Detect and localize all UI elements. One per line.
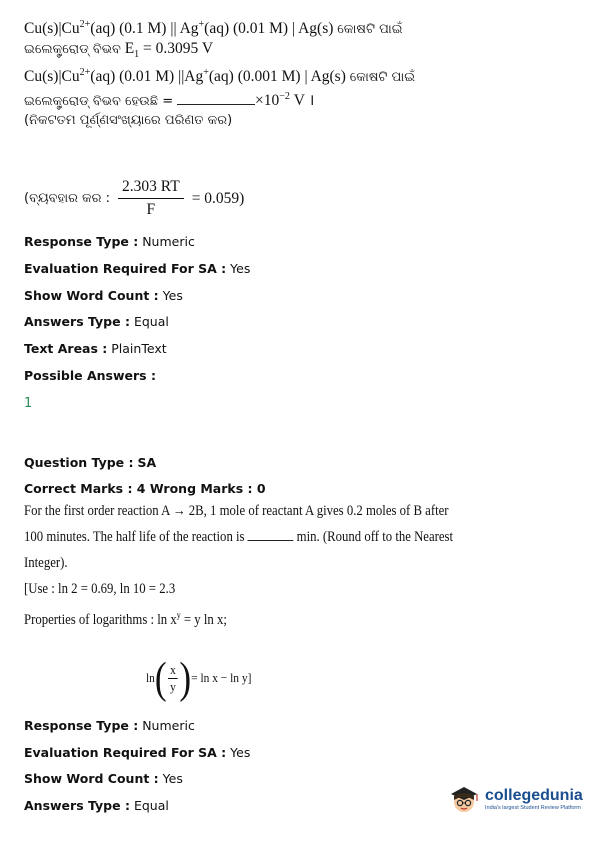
sup: −2 xyxy=(279,91,290,102)
label: Answers Type : xyxy=(24,798,130,813)
log-property-formula xyxy=(146,652,252,703)
odia-text: ଇଲେକ୍ଟ୍ରୋଡ୍ ବିଭବ ହେଉଛି = xyxy=(24,94,174,110)
value: Numeric xyxy=(142,718,195,733)
given-formula xyxy=(24,178,244,219)
word-count-row xyxy=(24,771,183,786)
denominator: y xyxy=(170,678,176,694)
possible-answers-row xyxy=(24,368,156,383)
text: Cu(s)|Cu xyxy=(24,20,80,38)
question-2-text xyxy=(24,498,454,633)
marks-row xyxy=(24,481,266,496)
line: Integer). xyxy=(24,555,68,571)
line: For the first order reaction A → 2B, 1 mole of reactant A gives 0.2 moles of B after xyxy=(24,503,449,519)
sup: + xyxy=(198,19,205,30)
text-areas-row xyxy=(24,341,167,356)
label: Possible Answers : xyxy=(24,368,156,383)
odia-text: କୋଷଟି ପାଇଁ xyxy=(349,70,416,86)
rounding-instruction: (ନିକଟତମ ପୂର୍ଣ୍ଣସଂଖ୍ୟାରେ ପରିଣତ କର) xyxy=(24,113,233,128)
label: Question Type : xyxy=(24,455,134,470)
collegedunia-logo xyxy=(447,782,583,816)
response-type-row xyxy=(24,234,195,249)
label: Answers Type : xyxy=(24,314,130,329)
value: Yes xyxy=(162,771,183,786)
text: = y ln x; xyxy=(180,611,227,628)
formula-suffix: = 0.059) xyxy=(191,189,245,207)
right-paren: ) xyxy=(179,652,192,703)
value: Yes xyxy=(162,288,183,303)
text: Properties of logarithms : ln x xyxy=(24,611,177,628)
brand-tagline: India's largest Student Review Platform xyxy=(485,805,581,811)
text: 100 minutes. The half life of the reaction is xyxy=(24,529,245,545)
label: Evaluation Required For SA : xyxy=(24,261,227,276)
sup: 2+ xyxy=(79,19,91,30)
answer-blank xyxy=(248,528,294,541)
question-type-row xyxy=(24,455,156,470)
numerator: x xyxy=(170,661,176,677)
sup: 2+ xyxy=(79,67,91,78)
label: Response Type : xyxy=(24,234,139,249)
question-1-text xyxy=(24,14,574,134)
response-type-row xyxy=(24,718,195,733)
odia-text: କୋଷଟି ପାଇଁ xyxy=(337,22,403,38)
value: Equal xyxy=(133,314,169,329)
sup: + xyxy=(203,67,209,78)
e-symbol: E xyxy=(124,40,135,57)
evaluation-row xyxy=(24,745,250,760)
answers-type-row xyxy=(24,314,169,329)
line xyxy=(24,602,411,633)
text: Cu(s)|Cu xyxy=(24,68,80,86)
text: (aq) (0.001 M) | Ag(s) xyxy=(208,68,350,86)
cell-notation-2 xyxy=(24,62,574,86)
possible-answer-value: 1 xyxy=(24,396,33,411)
numerator: 2.303 RT xyxy=(118,178,184,199)
logo-text xyxy=(485,787,583,811)
answer-blank xyxy=(177,92,255,105)
line xyxy=(24,524,454,550)
text: ×10 xyxy=(255,92,280,110)
label: Show Word Count : xyxy=(24,771,159,786)
value: SA xyxy=(137,455,157,470)
line: [Use : ln 2 = 0.69, ln 10 = 2.3 xyxy=(24,581,176,597)
value: Yes xyxy=(230,745,251,760)
label: Show Word Count : xyxy=(24,288,159,303)
electrode-potential-2 xyxy=(24,86,574,110)
electrode-potential-1 xyxy=(24,38,574,62)
denominator: F xyxy=(146,201,156,218)
value: PlainText xyxy=(111,341,167,356)
rhs: = ln x − ln y] xyxy=(191,670,252,685)
value: Numeric xyxy=(142,234,195,249)
label: Evaluation Required For SA : xyxy=(24,745,227,760)
sub: 1 xyxy=(134,49,140,61)
text: (aq) (0.1 M) || Ag xyxy=(90,20,199,38)
odia-text: ଇଲେକ୍ଟ୍ରୋଡ୍ ବିଭବ xyxy=(24,42,121,57)
cell-notation-1 xyxy=(24,14,574,38)
answers-type-row xyxy=(24,798,169,813)
left-paren: ( xyxy=(154,652,167,703)
text: V । xyxy=(289,92,315,110)
value: = 0.3095 V xyxy=(139,40,214,57)
sup: y xyxy=(176,610,181,620)
fraction xyxy=(118,178,184,219)
text: min. (Round off to the Nearest xyxy=(296,529,454,545)
brand-name: collegedunia xyxy=(485,787,583,804)
fraction xyxy=(168,662,177,695)
label: Text Areas : xyxy=(24,341,108,356)
label: Response Type : xyxy=(24,718,139,733)
graduate-icon xyxy=(447,782,481,816)
value: Equal xyxy=(133,798,169,813)
text: (aq) (0.01 M) ||Ag xyxy=(90,68,204,86)
word-count-row xyxy=(24,288,183,303)
ln: ln xyxy=(146,670,155,685)
evaluation-row xyxy=(24,261,250,276)
value: Yes xyxy=(230,261,251,276)
marks: Correct Marks : 4 Wrong Marks : 0 xyxy=(24,481,266,496)
text: (aq) (0.01 M) | Ag(s) xyxy=(204,20,338,38)
formula-prefix: (ବ୍ୟବହାର କର : xyxy=(24,191,111,206)
